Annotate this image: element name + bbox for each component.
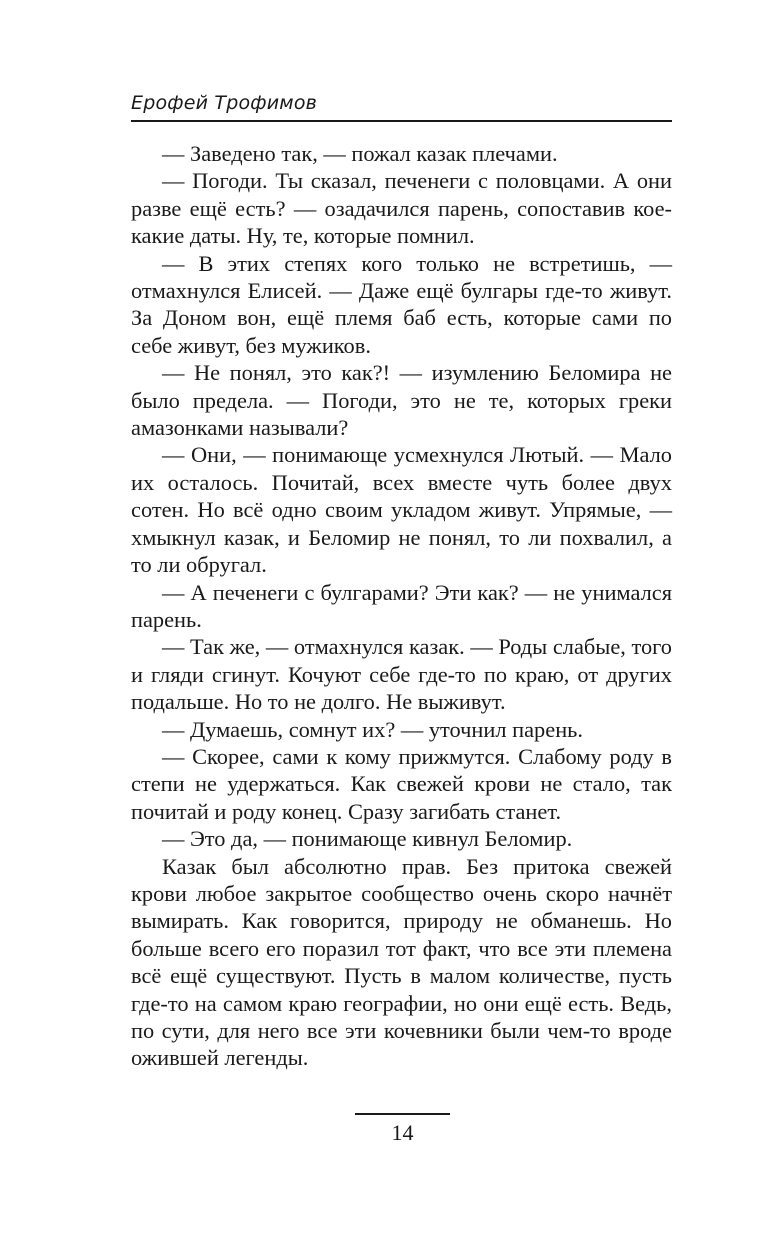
paragraph: — А печенеги с булгарами? Эти как? — не унимался парень. (131, 579, 672, 632)
running-header-author: Ерофей Трофимов (131, 92, 318, 114)
paragraph: — Думаешь, сомнут их? — уточнил парень. (162, 716, 583, 742)
paragraph: — Так же, — отмахнулся казак. — Роды слабые, того и гляди сгинут. Кочуют себе где-то по краю, от других подальше. Но то не долго. Не выживут. (131, 634, 672, 715)
paragraph: — В этих степях кого только не встретишь, — отмахнулся Елисей. — Даже ещё булгары где-то живут. За Доном вон, ещё племя баб есть, которые сами по себе живут, без мужиков. (131, 250, 672, 358)
paragraph: — Они, — понимающе усмехнулся Лютый. — Мало их осталось. Почитай, всех вместе чуть более двух сотен. Но всё одно своим укладом живут. Упрямые, — хмыкнул казак, и Беломир не понял, то ли похвалил, а то ли обругал. (131, 442, 672, 578)
footer-rule (355, 1113, 450, 1115)
page-number: 14 (391, 1120, 414, 1145)
paragraph: — Это да, — понимающе кивнул Беломир. (162, 826, 573, 852)
body-text (131, 140, 672, 1072)
paragraph: — Скорее, сами к кому прижмутся. Слабому роду в степи не удержаться. Как свежей крови не стало, так почитай и роду конец. Сразу загибать станет. (131, 743, 672, 824)
paragraph: Казак был абсолютно прав. Без притока свежей крови любое закрытое сообщество очень скоро начнёт вымирать. Как говорится, природу не обманешь. Но больше всего его поразил тот факт, что все эти племена всё ещё существуют. Пусть в малом количестве, пусть где-то на самом краю географии, но они ещё есть. Ведь, по сути, для него все эти кочевники были чем-то вроде ожившей легенды. (131, 853, 672, 1071)
paragraph: — Не понял, это как?! — изумлению Беломира не было предела. — Погоди, это не те, которых греки амазонками называли? (131, 360, 672, 441)
paragraph: — Погоди. Ты сказал, печенеги с половцами. А они разве ещё есть? — озадачился парень, сопоставив кое-какие даты. Ну, те, которые помнил. (131, 168, 672, 249)
header-rule (131, 120, 672, 122)
paragraph: — Заведено так, — пожал казак плечами. (162, 141, 558, 166)
